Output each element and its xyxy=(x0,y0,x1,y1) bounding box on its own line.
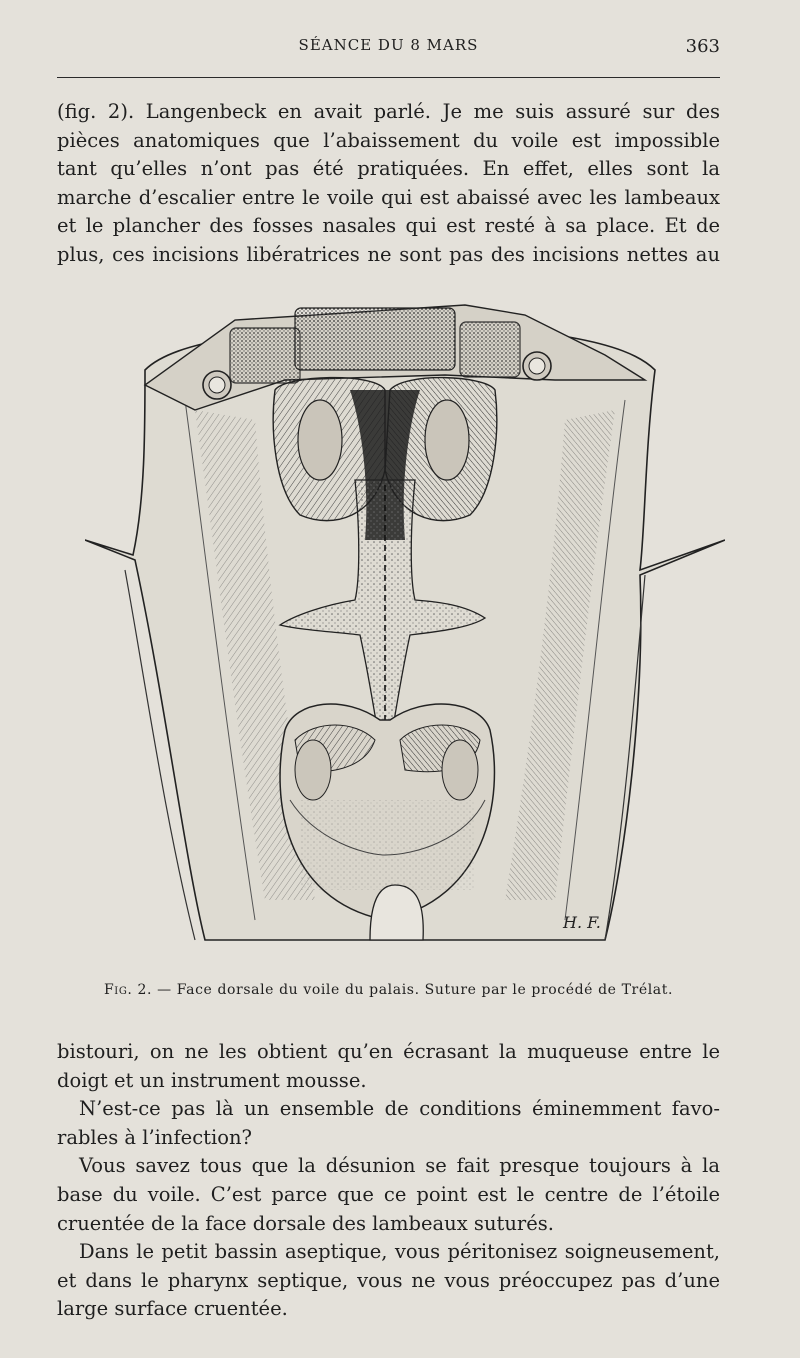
text-line: Vous savez tous que la désunion se fait presque toujours à la xyxy=(79,1154,720,1178)
text-line: large surface cruentée. xyxy=(57,1297,288,1321)
running-head xyxy=(57,36,720,60)
text-line: plus, ces incisions libératrices ne sont pas des incisions nettes au xyxy=(57,242,720,266)
text-line: et dans le pharynx septique, vous ne vous préoccupez pas d’une xyxy=(57,1268,720,1292)
artist-signature: H. F. xyxy=(563,913,601,932)
text-line: base du voile. C’est parce que ce point est le centre de l’étoile xyxy=(57,1182,720,1206)
figure-caption xyxy=(57,982,720,998)
top-paragraph xyxy=(57,98,720,270)
text-line: rables à l’infection? xyxy=(57,1125,252,1149)
text-line: doigt et un instrument mousse. xyxy=(57,1068,367,1092)
paragraph xyxy=(57,1095,720,1152)
text-line: bistouri, on ne les obtient qu’en écrasant la muqueuse entre le xyxy=(57,1040,720,1063)
vertebral-body xyxy=(295,308,455,370)
paragraph xyxy=(57,1238,720,1324)
paragraph xyxy=(57,1152,720,1238)
text-line: pièces anatomiques que l’abaissement du voile est impossible xyxy=(57,128,720,152)
palate-illustration xyxy=(85,300,725,960)
text-line: N’est-ce pas là un ensemble de conditions éminemment favo- xyxy=(79,1097,720,1121)
text-line: marche d’escalier entre le voile qui est abaissé avec les lambeaux xyxy=(57,185,720,209)
text-line: tant qu’elles n’ont pas été pratiquées. En effet, elles sont la xyxy=(57,157,720,181)
header-rule xyxy=(57,77,720,78)
caption-text: — Face dorsale du voile du palais. Suture par le procédé de Trélat. xyxy=(152,982,674,998)
caption-label: Fig. 2. xyxy=(103,982,153,998)
bottom-text xyxy=(57,1038,720,1324)
paragraph xyxy=(57,1038,720,1095)
text-line: Dans le petit bassin aseptique, vous péritonisez soigneusement, xyxy=(79,1240,720,1264)
running-title: SÉANCE DU 8 MARS xyxy=(298,36,479,54)
text-line: et le plancher des fosses nasales qui est resté à sa place. Et de xyxy=(57,214,720,238)
anatomical-figure xyxy=(85,300,725,960)
page-number: 363 xyxy=(685,36,720,57)
text-line: cruentée de la face dorsale des lambeaux suturés. xyxy=(57,1211,554,1235)
text-line: (fig. 2). Langenbeck en avait parlé. Je me suis assuré sur des xyxy=(57,100,720,123)
